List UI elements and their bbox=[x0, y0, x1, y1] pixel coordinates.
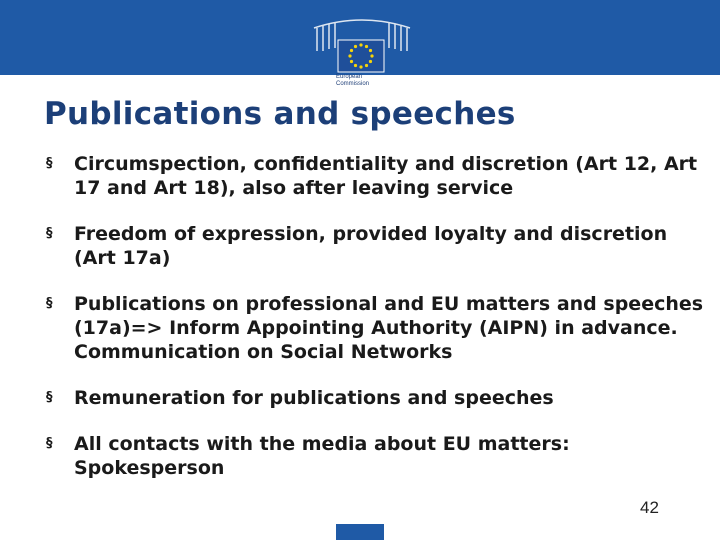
bullet-text: Publications on professional and EU matters and speeches (17a)=> Inform Appointing Authority (AIPN) in advance. Communication on Social Networks bbox=[74, 293, 704, 363]
bullet-list bbox=[44, 152, 714, 502]
bullet-item bbox=[44, 222, 714, 270]
logo-text-line1: European bbox=[336, 74, 363, 80]
bullet-marker-icon: § bbox=[46, 390, 53, 405]
page-number: 42 bbox=[640, 498, 659, 517]
bullet-item bbox=[44, 432, 714, 480]
bullet-marker-icon: § bbox=[46, 226, 53, 241]
footer-bar bbox=[336, 524, 384, 540]
bullet-text: All contacts with the media about EU matters: Spokesperson bbox=[74, 433, 570, 479]
bullet-item bbox=[44, 386, 714, 410]
bullet-item bbox=[44, 152, 714, 200]
bullet-text: Circumspection, confidentiality and discretion (Art 12, Art 17 and Art 18), also after leaving service bbox=[74, 153, 698, 199]
bullet-marker-icon: § bbox=[46, 436, 53, 451]
logo-text bbox=[336, 74, 386, 88]
bullet-text: Freedom of expression, provided loyalty and discretion (Art 17a) bbox=[74, 223, 668, 269]
bullet-marker-icon: § bbox=[46, 296, 53, 311]
bullet-text: Remuneration for publications and speeches bbox=[74, 387, 554, 409]
slide-title: Publications and speeches bbox=[44, 96, 516, 132]
logo-text-line2: Commission bbox=[336, 81, 370, 87]
bullet-marker-icon: § bbox=[46, 156, 53, 171]
bullet-item bbox=[44, 292, 714, 364]
